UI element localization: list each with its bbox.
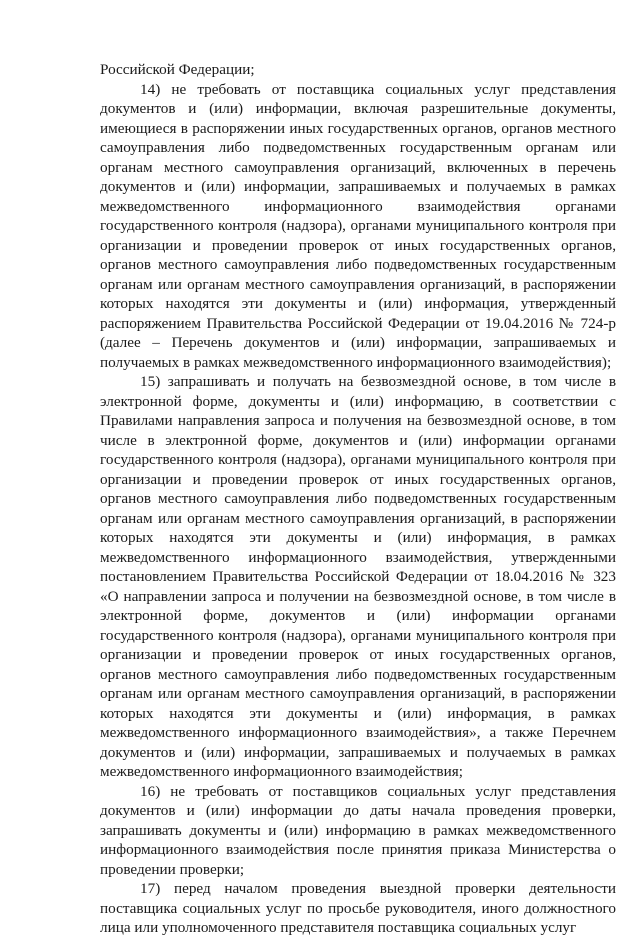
paragraph-item-17: 17) перед началом проведения выездной проверки деятельности поставщика социальных услуг по просьбе руководителя, иного должностного лица или уполномоченного представителя поставщика социальных услуг: [100, 880, 616, 936]
document-body: [100, 60, 616, 938]
paragraph-item-15: 15) запрашивать и получать на безвозмездной основе, в том числе в электронной форме, документы и (или) информацию, в соответствии с Правилами направления запроса и получения на безвозмездной основе, в том числе в электронной форме, документов и (или) информации органами государственного контроля (надзора), органами муниципального контроля при организации и проведении проверок от иных государственных органов, органов местного самоуправления либо подведомственных государственным органам или органам местного самоуправления организаций, в распоряжении которых находятся эти документы и (или) информация, в рамках межведомственного информационного взаимодействия, утвержденными постановлением Правительства Российской Федерации от 18.04.2016 № 323 «О направлении запроса и получении на безвозмездной основе, в том числе в электронной форме, документов и (или) информации органами государственного контроля (надзора), органами муниципального контроля при организации и проведении проверок от иных государственных органов, органов местного самоуправления либо подведомственных государственным органам или органам местного самоуправления организаций, в распоряжении которых находятся эти документы и (или) информация, в рамках межведомственного информационного взаимодействия», а также Перечнем документов и (или) информации, запрашиваемых и получаемых в рамках межведомственного информационного взаимодействия;: [100, 373, 616, 780]
paragraph-item-14: 14) не требовать от поставщика социальных услуг представления документов и (или) информации, включая разрешительные документы, имеющиеся в распоряжении иных государственных органов, органов местного самоуправления либо подведомственных государственным органам или органам местного самоуправления организаций, включенных в перечень документов и (или) информации, запрашиваемых и получаемых в рамках межведомственного информационного взаимодействия органами государственного контроля (надзора), органами муниципального контроля при организации и проведении проверок от иных государственных органов, органов местного самоуправления либо подведомственных государственным органам или органам местного самоуправления организаций, в распоряжении которых находятся эти документы и (или) информация, утвержденный распоряжением Правительства Российской Федерации от 19.04.2016 № 724-р (далее – Перечень документов и (или) информации, запрашиваемых и получаемых в рамках межведомственного информационного взаимодействия);: [100, 80, 616, 371]
paragraph-continuation: Российской Федерации;: [100, 61, 255, 78]
paragraph-item-16: 16) не требовать от поставщиков социальных услуг представления документов и (или) информации до даты начала проведения проверки, запрашивать документы и (или) информацию в рамках межведомственного информационного взаимодействия после принятия приказа Министерства о проведении проверки;: [100, 782, 616, 878]
